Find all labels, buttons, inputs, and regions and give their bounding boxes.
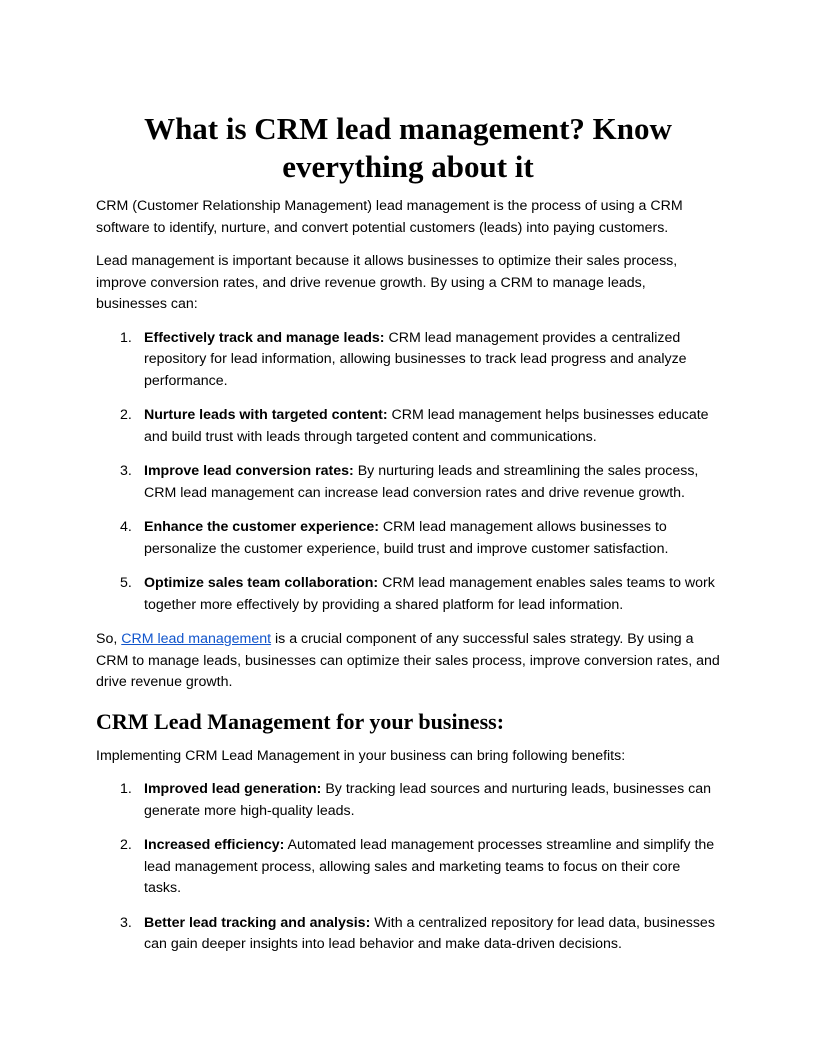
list-item-text: By tracking lead sources and nurturing leads, businesses can generate more high-quality leads. <box>144 781 711 819</box>
list-item-number: 1. <box>120 781 132 797</box>
business-benefits-list <box>96 779 720 956</box>
list-item-heading: Optimize sales team collaboration: <box>144 575 379 591</box>
list-item <box>96 573 720 616</box>
list-item-number: 1. <box>120 329 132 346</box>
list-item-heading: Improved lead generation: <box>144 781 322 797</box>
list-item-heading: Better lead tracking and analysis: <box>144 914 371 931</box>
list-item-number: 3. <box>120 914 132 931</box>
list-item-text: CRM lead management allows businesses to personalize the customer experience, build trust and improve customer satisfaction. <box>144 519 669 557</box>
list-item <box>96 835 720 900</box>
intro-paragraph: CRM (Customer Relationship Management) lead management is the process of using a CRM software to identify, nurture, and convert potential customers (leads) into paying customers. <box>96 198 683 236</box>
list-item-text: CRM lead management provides a centralized repository for lead information, allowing businesses to track lead progress and analyze performance. <box>144 329 687 389</box>
conclusion-paragraph <box>96 629 720 694</box>
list-item-heading: Effectively track and manage leads: <box>144 329 385 346</box>
list-item-text: CRM lead management helps businesses educate and build trust with leads through targeted content and communications. <box>144 407 709 445</box>
list-item-text: CRM lead management enables sales teams to work together more effectively by providing a shared platform for lead information. <box>144 575 715 613</box>
list-item-number: 4. <box>120 519 132 535</box>
list-item-heading: Nurture leads with targeted content: <box>144 407 388 423</box>
conclusion-suffix: is a crucial component of any successful sales strategy. By using a CRM to manage leads, businesses can optimize their sales process, improve conversion rates, and drive revenue growth. <box>96 631 720 690</box>
list-item-heading: Increased efficiency: <box>144 837 285 853</box>
list-item-number: 3. <box>120 463 132 479</box>
document-page <box>96 110 720 969</box>
list-item <box>96 779 720 822</box>
conclusion-prefix: So, <box>96 631 122 647</box>
crm-lead-management-link[interactable]: CRM lead management <box>121 631 272 647</box>
importance-paragraph: Lead management is important because it allows businesses to optimize their sales process, improve conversion rates, and drive revenue growth. By using a CRM to manage leads, businesses can: <box>96 253 678 312</box>
list-item-text: With a centralized repository for lead data, businesses can gain deeper insights into lead behavior and make data-driven decisions. <box>144 914 715 952</box>
list-item <box>96 328 720 393</box>
list-item-number: 2. <box>120 837 132 853</box>
benefits-list <box>96 328 720 617</box>
list-item-text: By nurturing leads and streamlining the sales process, CRM lead management can increase lead conversion rates and drive revenue growth. <box>144 463 699 501</box>
list-item <box>96 405 720 448</box>
list-item-text: Automated lead management processes streamline and simplify the lead management process, allowing sales and marketing teams to focus on their core tasks. <box>144 837 715 896</box>
page-title: What is CRM lead management? Know everything about it <box>144 111 672 184</box>
list-item-number: 2. <box>120 407 132 423</box>
list-item-heading: Improve lead conversion rates: <box>144 463 354 479</box>
list-item-number: 5. <box>120 575 132 591</box>
section-intro-paragraph: Implementing CRM Lead Management in your business can bring following benefits: <box>96 747 626 764</box>
list-item <box>96 461 720 504</box>
list-item <box>96 517 720 560</box>
section-heading: CRM Lead Management for your business: <box>96 708 505 734</box>
list-item-heading: Enhance the customer experience: <box>144 519 379 535</box>
list-item <box>96 913 720 956</box>
